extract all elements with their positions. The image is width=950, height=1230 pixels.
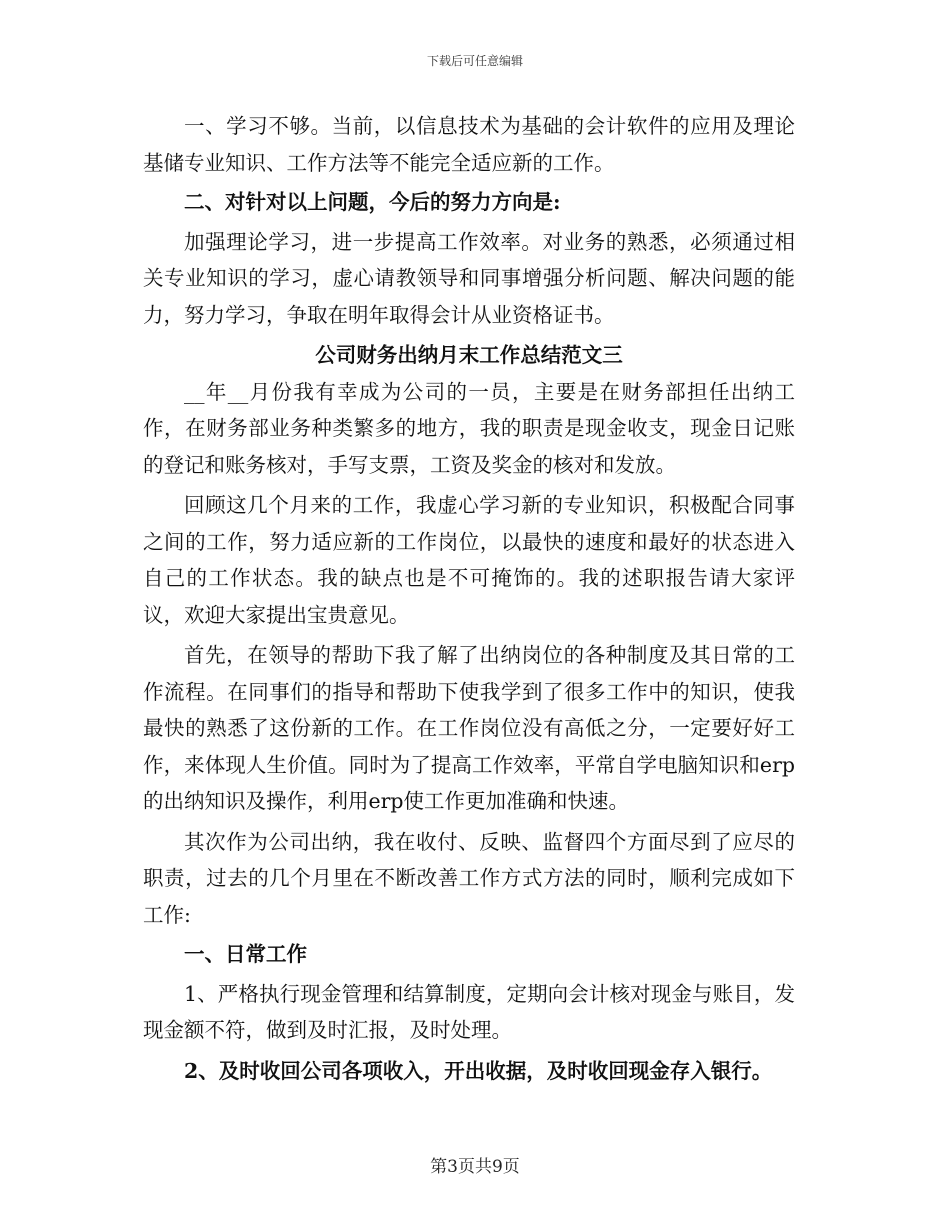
list-item-collect-income: 2、及时收回公司各项收入，开出收据，及时收回现金存入银行。 xyxy=(184,1058,773,1083)
paragraph-joined-company: __年__月份我有幸成为公司的一员，主要是在财务部担任出纳工作，在财务部业务种类繁多的地方，我的职责是现金收支，现金日记账的登记和账务核对，手写支票，工资及奖金的核对和发放。 xyxy=(143,379,795,477)
section-title: 公司财务出纳月末工作总结范文三 xyxy=(315,343,623,367)
heading-improvement-direction: 二、对针对以上问题，今后的努力方向是: xyxy=(184,190,561,214)
list-item-cash-management: 1、严格执行现金管理和结算制度，定期向会计核对现金与账目，发现金额不符，做到及时汇报，及时处理。 xyxy=(143,981,795,1042)
page-number: 第3页共9页 xyxy=(430,1157,520,1177)
heading-daily-work: 一、日常工作 xyxy=(184,942,307,966)
document-body xyxy=(143,108,795,1089)
header-note: 下载后可任意编辑 xyxy=(426,54,523,68)
paragraph-review-months: 回顾这几个月来的工作，我虚心学习新的专业知识，积极配合同事之间的工作，努力适应新的工作岗位，以最快的速度和最好的状态进入自己的工作状态。我的缺点也是不可掩饰的。我的述职报告请大家评议，欢迎大家提出宝贵意见。 xyxy=(143,493,795,627)
paragraph-second: 其次作为公司出纳，我在收付、反映、监督四个方面尽到了应尽的职责，过去的几个月里在不断改善工作方式方法的同时，顺利完成如下工作: xyxy=(143,829,795,927)
paragraph-learning-insufficient: 一、学习不够。当前，以信息技术为基础的会计软件的应用及理论基储专业知识、工作方法等不能完全适应新的工作。 xyxy=(143,114,795,175)
paragraph-strengthen-theory: 加强理论学习，进一步提高工作效率。对业务的熟悉，必须通过相关专业知识的学习，虚心请教领导和同事增强分析问题、解决问题的能力，努力学习，争取在明年取得会计从业资格证书。 xyxy=(143,229,795,327)
paragraph-first: 首先，在领导的帮助下我了解了出纳岗位的各种制度及其日常的工作流程。在同事们的指导和帮助下使我学到了很多工作中的知识，使我最快的熟悉了这份新的工作。在工作岗位没有高低之分，一定要好好工作，来体现人生价值。同时为了提高工作效率，平常自学电脑知识和erp的出纳知识及操作，利用erp使工作更加准确和快速。 xyxy=(143,643,795,813)
